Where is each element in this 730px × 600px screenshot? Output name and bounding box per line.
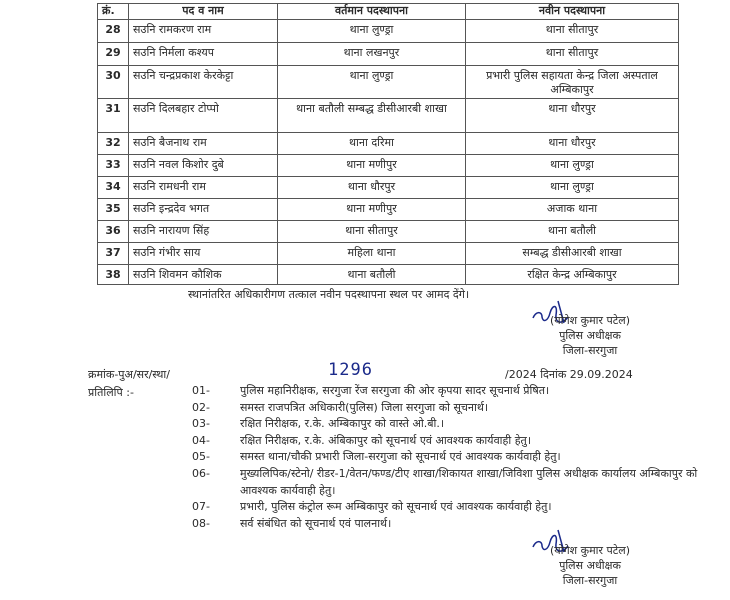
serial-cell: 32: [98, 133, 129, 155]
copy-item: [192, 433, 700, 450]
header-new-posting: नवीन पदस्थापना: [466, 4, 679, 20]
copy-item: [192, 383, 700, 400]
new-posting-cell: थाना सीतापुर: [466, 20, 679, 43]
signatory-district: जिला-सरगुजा: [562, 574, 618, 587]
serial-cell: 28: [98, 20, 129, 43]
name-cell: सउनि बैजनाथ राम: [129, 133, 278, 155]
new-posting-cell: अजाक थाना: [466, 199, 679, 221]
current-posting-cell: थाना लखनपुर: [278, 43, 466, 66]
current-posting-cell: थाना मणीपुर: [278, 155, 466, 177]
signatory-designation: पुलिस अधीक्षक: [559, 329, 621, 342]
table-row: [98, 99, 679, 133]
serial-cell: 36: [98, 221, 129, 243]
copy-label: प्रतिलिपि :-: [88, 386, 134, 399]
copy-item-number: 05-: [192, 450, 210, 464]
name-cell: सउनि शिवमन कौशिक: [129, 265, 278, 285]
new-posting-cell: प्रभारी पुलिस सहायता केन्द्र जिला अस्पताल अम्बिकापुर: [466, 66, 679, 99]
serial-cell: 30: [98, 66, 129, 99]
new-posting-cell: थाना लुण्ड्रा: [466, 155, 679, 177]
name-cell: सउनि नवल किशोर दुबे: [129, 155, 278, 177]
name-cell: सउनि इन्द्रदेव भगत: [129, 199, 278, 221]
copy-item: [192, 416, 700, 433]
table-row: [98, 20, 679, 43]
transfer-table: [97, 3, 679, 285]
signatory-district: जिला-सरगुजा: [562, 344, 618, 357]
new-posting-cell: थाना लुण्ड्रा: [466, 177, 679, 199]
copy-item-number: 07-: [192, 500, 210, 514]
serial-cell: 38: [98, 265, 129, 285]
copy-item-text: समस्त थाना/चौकी प्रभारी जिला-सरगुजा को सूचनार्थ एवं आवश्यक कार्यवाही हेतु।: [240, 450, 561, 464]
name-cell: सउनि दिलबहार टोप्पो: [129, 99, 278, 133]
name-cell: सउनि रामधनी राम: [129, 177, 278, 199]
header-serial: क्रं.: [98, 4, 129, 20]
copy-item-number: 06-: [192, 466, 210, 480]
serial-cell: 35: [98, 199, 129, 221]
new-posting-cell: रक्षित केन्द्र अम्बिकापुर: [466, 265, 679, 285]
copy-item: [192, 449, 700, 466]
copy-item-text: रक्षित निरीक्षक, र.के. अंबिकापुर को सूचनार्थ एवं आवश्यक कार्यवाही हेतु।: [240, 433, 531, 447]
new-posting-cell: सम्बद्ध डीसीआरबी शाखा: [466, 243, 679, 265]
reference-date: /2024 दिनांक 29.09.2024: [505, 368, 633, 381]
copy-item: [192, 400, 700, 417]
table-row: [98, 43, 679, 66]
name-cell: सउनि रामकरण राम: [129, 20, 278, 43]
name-cell: सउनि चन्द्रप्रकाश केरकेट्टा: [129, 66, 278, 99]
serial-cell: 31: [98, 99, 129, 133]
copy-item-number: 08-: [192, 516, 210, 530]
copy-item-number: 03-: [192, 417, 210, 431]
copy-item-number: 02-: [192, 400, 210, 414]
copy-item-number: 04-: [192, 433, 210, 447]
signatory-name: (योगेश कुमार पटेल): [549, 314, 631, 327]
signatory-designation: पुलिस अधीक्षक: [559, 559, 621, 572]
transfer-note: स्थानांतरित अधिकारीगण तत्काल नवीन पदस्थापना स्थल पर आमद देंगे।: [188, 288, 470, 301]
copy-item-number: 01-: [192, 384, 210, 397]
reference-number: 1296: [328, 360, 373, 380]
table-row: [98, 265, 679, 285]
copy-item: [192, 466, 700, 499]
serial-cell: 29: [98, 43, 129, 66]
serial-cell: 34: [98, 177, 129, 199]
serial-cell: 37: [98, 243, 129, 265]
header-name: पद व नाम: [129, 4, 278, 20]
new-posting-cell: थाना धौरपुर: [466, 133, 679, 155]
copy-item-text: सर्व संबंधित को सूचनार्थ एवं पालनार्थ।: [240, 516, 392, 530]
current-posting-cell: थाना सीतापुर: [278, 221, 466, 243]
current-posting-cell: थाना बतौली सम्बद्ध डीसीआरबी शाखा: [278, 99, 466, 133]
table-row: [98, 243, 679, 265]
copy-item-text: प्रभारी, पुलिस कंट्रोल रूम अम्बिकापुर को सूचनार्थ एवं आवश्यक कार्यवाही हेतु।: [240, 500, 552, 514]
header-current-posting: वर्तमान पदस्थापना: [278, 4, 466, 20]
new-posting-cell: थाना बतौली: [466, 221, 679, 243]
current-posting-cell: महिला थाना: [278, 243, 466, 265]
current-posting-cell: थाना बतौली: [278, 265, 466, 285]
copy-item-text: मुख्यलिपिक/स्टेनो/ रीडर-1/वेतन/फण्ड/टीए शाखा/शिकायत शाखा/जिविशा पुलिस अधीक्षक कार्यालय अम्बिकापुर को आवश्यक कार्यवाही हेतु।: [240, 466, 698, 497]
new-posting-cell: थाना सीतापुर: [466, 43, 679, 66]
current-posting-cell: थाना लुण्ड्रा: [278, 66, 466, 99]
table-row: [98, 221, 679, 243]
name-cell: सउनि निर्मला कश्यप: [129, 43, 278, 66]
table-header-row: [98, 4, 679, 20]
reference-prefix: क्रमांक-पुअ/सर/स्था/: [88, 368, 170, 381]
table-row: [98, 66, 679, 99]
current-posting-cell: थाना दरिमा: [278, 133, 466, 155]
new-posting-cell: थाना धौरपुर: [466, 99, 679, 133]
table-row: [98, 133, 679, 155]
copy-item: [192, 516, 700, 533]
current-posting-cell: थाना धौरपुर: [278, 177, 466, 199]
copy-item: [192, 499, 700, 516]
current-posting-cell: थाना मणीपुर: [278, 199, 466, 221]
table-row: [98, 177, 679, 199]
copy-item-text: रक्षित निरीक्षक, र.के. अम्बिकापुर को वास्ते ओ.बी.।: [240, 417, 445, 431]
copy-item-text: समस्त राजपत्रित अधिकारी(पुलिस) जिला सरगुजा को सूचनार्थ।: [240, 400, 489, 414]
table-row: [98, 155, 679, 177]
current-posting-cell: थाना लुण्ड्रा: [278, 20, 466, 43]
table-row: [98, 199, 679, 221]
copy-item-text: पुलिस महानिरीक्षक, सरगुजा रेंज सरगुजा की ओर कृपया सादर सूचनार्थ प्रेषित।: [240, 384, 550, 397]
signature-block-2: [530, 543, 650, 588]
signatory-name: (योगेश कुमार पटेल): [549, 544, 631, 557]
serial-cell: 33: [98, 155, 129, 177]
name-cell: सउनि नारायण सिंह: [129, 221, 278, 243]
signature-block-1: [530, 313, 650, 358]
copy-list: [192, 383, 700, 532]
name-cell: सउनि गंभीर साय: [129, 243, 278, 265]
